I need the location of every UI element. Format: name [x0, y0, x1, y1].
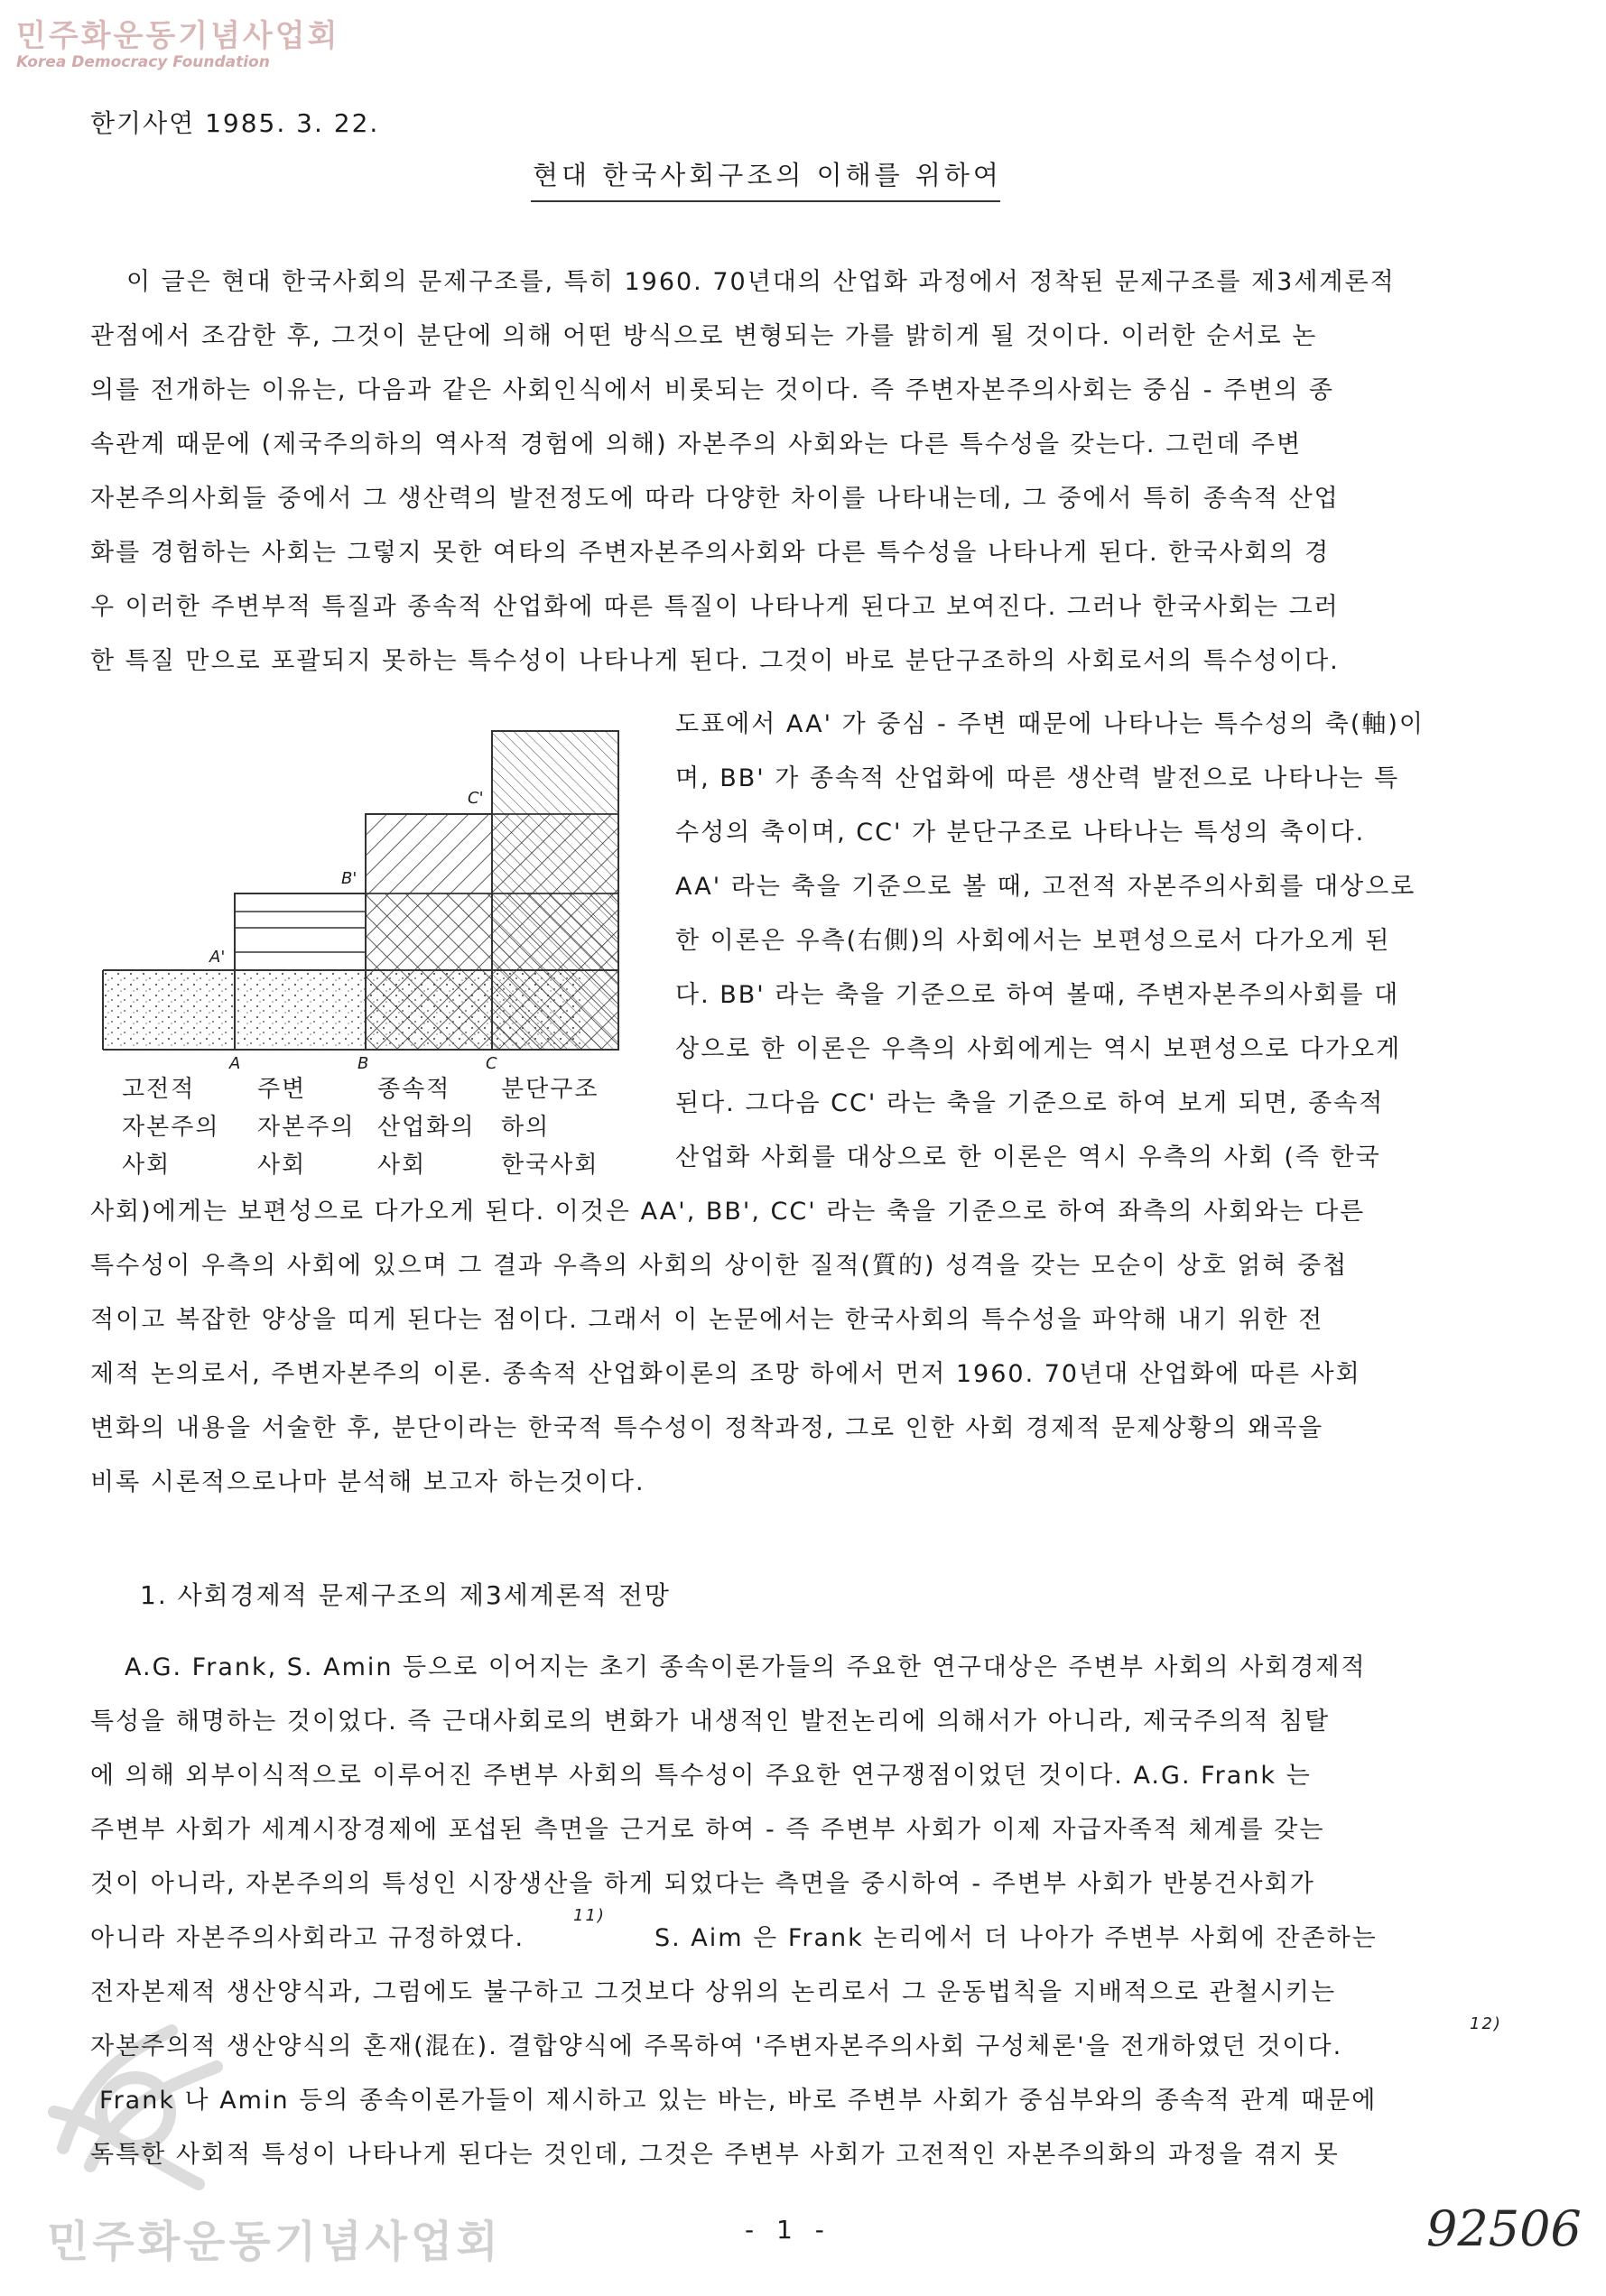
- watermark-org-english: Korea Democracy Foundation: [16, 53, 270, 71]
- right-column-line: 된다. 그다음 CC' 라는 축을 기준으로 하여 보게 되면, 종속적: [675, 1089, 1385, 1117]
- watermark-org-bottom: 민주화운동기념사업회: [47, 2217, 502, 2267]
- diagram-col2-line3: 사회: [257, 1152, 307, 1179]
- intro-line: 한 특질 만으로 포괄되지 못하는 특수성이 나타나게 된다. 그것이 바로 분단구조하의 사회로서의 특수성이다.: [90, 647, 1340, 675]
- intro-after-line: 사회)에게는 보편성으로 다가오게 된다. 이것은 AA', BB', CC' 라는 축을 기준으로 하여 좌측의 사회와는 다른: [90, 1198, 1366, 1226]
- intro-line: 의를 전개하는 이유는, 다음과 같은 사회인식에서 비롯되는 것이다. 즉 주변자본주의사회는 중심 - 주변의 종: [90, 376, 1335, 404]
- section1-line: 자본주의적 생산양식의 혼재(混在). 결합양식에 주목하여 '주변자본주의사회 구성체론'을 전개하였던 것이다.: [90, 2032, 1343, 2060]
- section1-line: 특성을 해명하는 것이었다. 즉 근대사회로의 변화가 내생적인 발전논리에 의해서가 아니라, 제국주의적 침탈: [90, 1708, 1331, 1736]
- section1-line: 에 의해 외부이식적으로 이루어진 주변부 사회의 특수성이 주요한 연구쟁점이었던 것이다. A.G. Frank 는: [90, 1762, 1312, 1790]
- intro-after-line: 제적 논의로서, 주변자본주의 이론. 종속적 산업화이론의 조망 하에서 먼저 1960. 70년대 산업화에 따른 사회: [90, 1360, 1361, 1388]
- point-a-prime: A': [209, 948, 226, 967]
- section1-line: 독특한 사회적 특성이 나타나게 된다는 것인데, 그것은 주변부 사회가 고전적인 자본주의화의 과정을 겪지 못: [90, 2141, 1340, 2169]
- title-underline: [531, 200, 1000, 202]
- section1-line: 아니라 자본주의사회라고 규정하였다.: [90, 1924, 525, 1952]
- diagram-col3-line1: 종속적: [377, 1076, 451, 1103]
- intro-line: 관점에서 조감한 후, 그것이 분단에 의해 어떤 방식으로 변형되는 가를 밝히게 될 것이다. 이러한 순서로 논: [90, 322, 1318, 350]
- intro-line: 이 글은 현대 한국사회의 문제구조를, 특히 1960. 70년대의 산업화 과정에서 정착된 문제구조를 제3세계론적: [126, 268, 1396, 296]
- intro-line: 속관계 때문에 (제국주의하의 역사적 경험에 의해) 자본주의 사회와는 다른 특수성을 갖는다. 그런데 주변: [90, 430, 1303, 458]
- right-column-line: 며, BB' 가 종속적 산업화에 따른 생산력 발전으로 나타나는 특: [675, 764, 1400, 792]
- diagram-col3-line3: 사회: [377, 1152, 427, 1179]
- point-c-prime: C': [468, 789, 484, 808]
- right-column-line: 산업화 사회를 대상으로 한 이론은 역시 우측의 사회 (즉 한국: [675, 1143, 1381, 1171]
- point-c: C: [486, 1054, 497, 1073]
- right-column-line: 상으로 한 이론은 우측의 사회에게는 역시 보편성으로 다가오게: [675, 1035, 1402, 1063]
- diagram-col4-line1: 분단구조: [501, 1076, 599, 1103]
- diagram-col3-line2: 산업화의: [377, 1114, 476, 1141]
- diagram-col2-line2: 자본주의: [257, 1114, 356, 1141]
- document-title: 현대 한국사회구조의 이해를 위하여: [533, 160, 1002, 190]
- section1-line: 것이 아니라, 자본주의의 특성인 시장생산을 하게 되었다는 측면을 중시하여 - 주변부 사회가 반봉건사회가: [90, 1870, 1315, 1898]
- intro-after-line: 특수성이 우측의 사회에 있으며 그 결과 우측의 사회의 상이한 질적(質的) 성격을 갖는 모순이 상호 얽혀 중첩: [90, 1252, 1349, 1280]
- page-number: - 1 -: [745, 2215, 831, 2245]
- handwritten-doc-number: 92506: [1426, 2200, 1582, 2257]
- diagram-col1-line2: 자본주의: [122, 1114, 220, 1141]
- footnote-marker-11: 11): [573, 1906, 606, 1925]
- diagram-col4-line2: 하의: [501, 1114, 551, 1141]
- footnote-marker-12: 12): [1470, 2014, 1502, 2033]
- diagram-col1-line1: 고전적: [122, 1076, 196, 1103]
- point-b-prime: B': [341, 869, 357, 888]
- intro-after-line: 변화의 내용을 서술한 후, 분단이라는 한국적 특수성이 정착과정, 그로 인한 사회 경제적 문제상황의 왜곡을: [90, 1414, 1324, 1442]
- intro-after-line: 비록 시론적으로나마 분석해 보고자 하는것이다.: [90, 1468, 645, 1496]
- section1-line: 주변부 사회가 세계시장경제에 포섭된 측면을 근거로 하여 - 즉 주변부 사회가 이제 자급자족적 체계를 갖는: [90, 1816, 1325, 1844]
- right-column-line: 도표에서 AA' 가 중심 - 주변 때문에 나타나는 특수성의 축(軸)이: [675, 710, 1425, 738]
- section-heading: 1. 사회경제적 문제구조의 제3세계론적 전망: [140, 1580, 671, 1610]
- right-column-line: 다. BB' 라는 축을 기준으로 하여 볼때, 주변자본주의사회를 대: [675, 981, 1400, 1009]
- right-column-line: 수성의 축이며, CC' 가 분단구조로 나타나는 특성의 축이다.: [675, 819, 1366, 847]
- right-column-line: 한 이론은 우측(右側)의 사회에서는 보편성으로서 다가오게 된: [675, 927, 1391, 955]
- right-column-line: AA' 라는 축을 기준으로 볼 때, 고전적 자본주의사회를 대상으로: [675, 873, 1416, 901]
- section1-line-tail: S. Aim 은 Frank 논리에서 더 나아가 주변부 사회에 잔존하는: [654, 1924, 1378, 1952]
- diagram-col2-line1: 주변: [257, 1076, 307, 1103]
- intro-line: 화를 경험하는 사회는 그렇지 못한 여타의 주변자본주의사회와 다른 특수성을 나타나게 된다. 한국사회의 경: [90, 539, 1331, 567]
- section1-line: A.G. Frank, S. Amin 등으로 이어지는 초기 종속이론가들의 주요한 연구대상은 주변부 사회의 사회경제적: [125, 1653, 1367, 1681]
- point-a: A: [229, 1054, 241, 1073]
- intro-line: 자본주의사회들 중에서 그 생산력의 발전정도에 따라 다양한 차이를 나타내는데, 그 중에서 특히 종속적 산업: [90, 485, 1340, 513]
- watermark-logo-top: [16, 11, 339, 71]
- header-date-line: 한기사연 1985. 3. 22.: [90, 108, 380, 138]
- diagram-col4-line3: 한국사회: [501, 1152, 599, 1179]
- diagram-col1-line3: 사회: [122, 1152, 172, 1179]
- intro-line: 우 이러한 주변부적 특질과 종속적 산업화에 따른 특질이 나타나게 된다고 보여진다. 그러나 한국사회는 그러: [90, 593, 1340, 621]
- watermark-org-korean: 민주화운동기념사업회: [16, 18, 340, 54]
- intro-after-line: 적이고 복잡한 양상을 띠게 된다는 점이다. 그래서 이 논문에서는 한국사회의 특수성을 파악해 내기 위한 전: [90, 1306, 1324, 1334]
- section1-line: 전자본제적 생산양식과, 그럼에도 불구하고 그것보다 상위의 논리로서 그 운동법칙을 지배적으로 관철시키는: [90, 1978, 1337, 2006]
- section1-line: Frank 나 Amin 등의 종속이론가들이 제시하고 있는 바는, 바로 주변부 사회가 중심부와의 종속적 관계 때문에: [99, 2087, 1378, 2115]
- point-b: B: [357, 1054, 369, 1073]
